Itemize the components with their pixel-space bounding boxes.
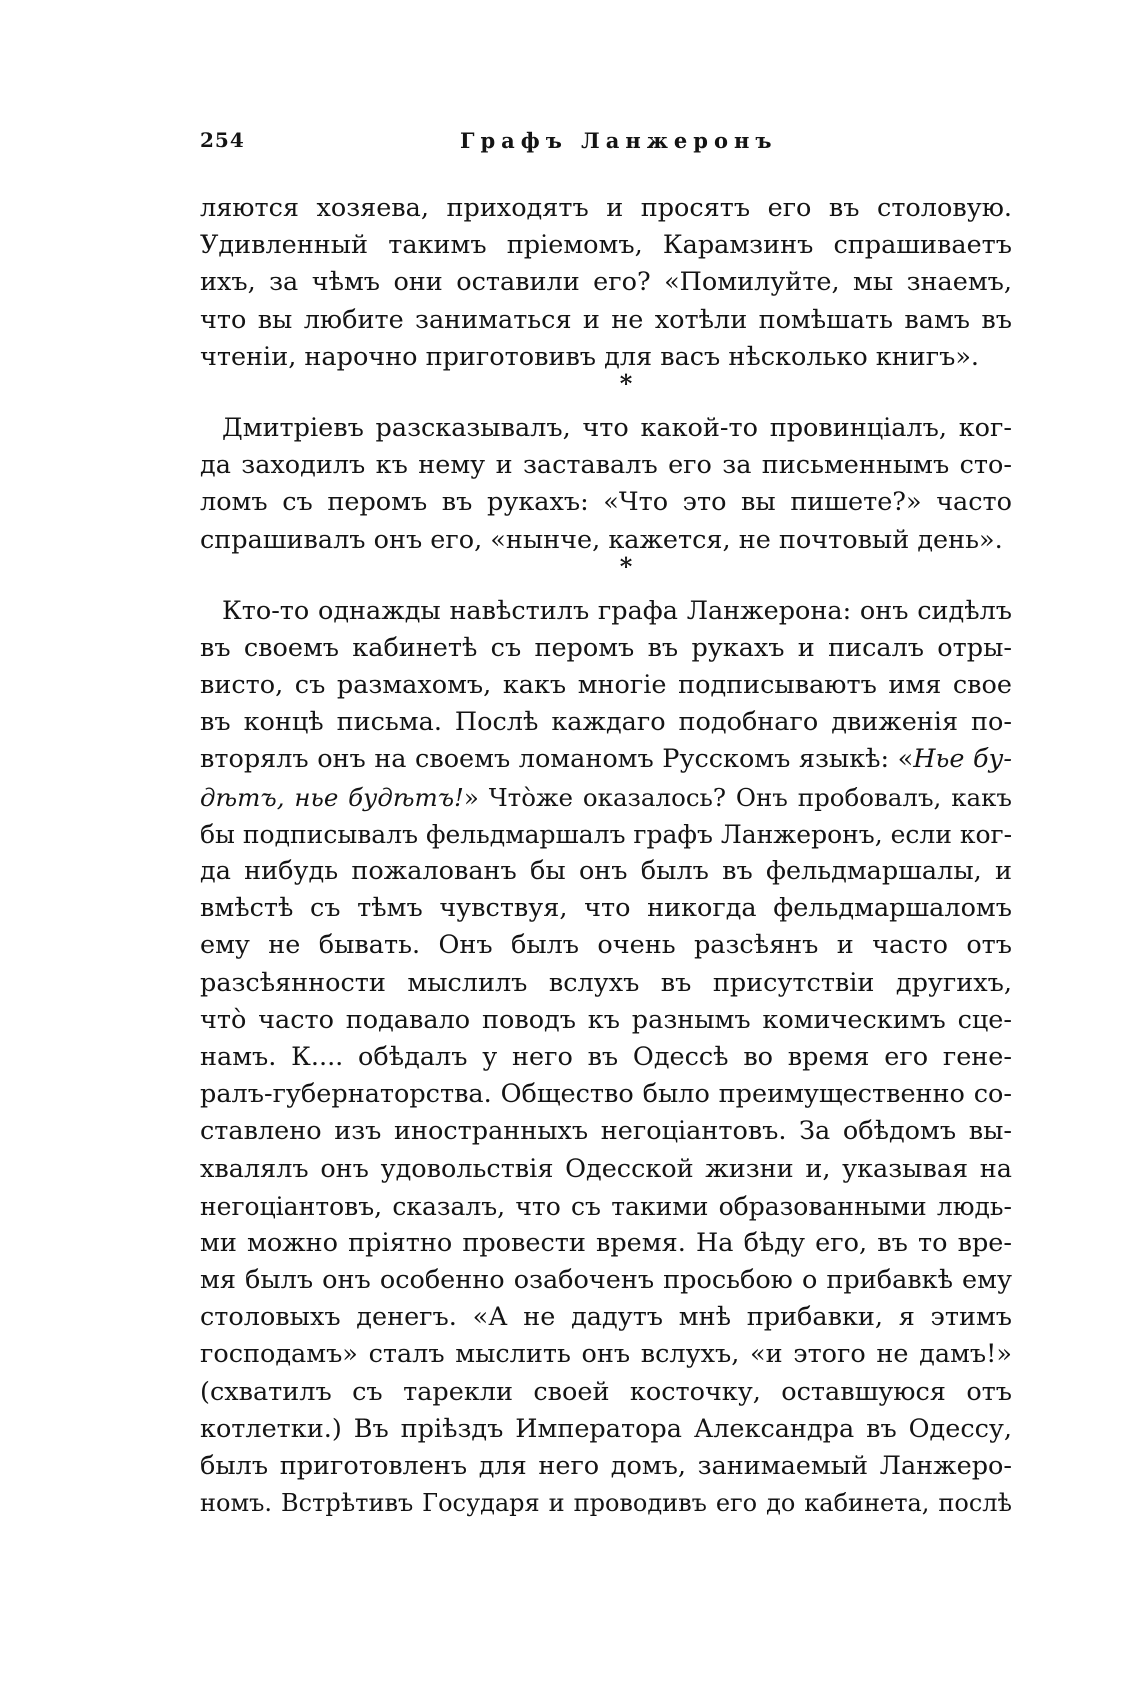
text-line: да заходилъ къ нему и заставалъ его за письменнымъ сто- — [200, 450, 1012, 481]
text-line: былъ приготовленъ для него домъ, занимаемый Ланжеро- — [200, 1451, 1012, 1481]
text-line: негоціантовъ, сказалъ, что съ такими образованными людь- — [200, 1191, 1012, 1221]
text-line: чтò часто подавало поводъ къ разнымъ комическимъ сце- — [200, 1004, 1012, 1035]
running-title: Графъ Ланжеронъ — [460, 128, 778, 153]
text-line: въ концѣ письма. Послѣ каждаго подобнаго движенія по- — [200, 707, 1012, 738]
text-line-with-italic — [200, 741, 1012, 778]
text-line: бы подписывалъ фельдмаршалъ графъ Ланжеронъ, если ког- — [200, 819, 1013, 849]
text-line: что вы любите заниматься и не хотѣли помѣшать вамъ въ — [200, 304, 1012, 335]
text-line: Удивленный такимъ пріемомъ, Карамзинъ спрашиваетъ — [200, 230, 1012, 261]
text-line: ляются хозяева, приходятъ и просятъ его въ столовую. — [200, 193, 1012, 223]
text-line-with-italic — [200, 779, 1012, 816]
text-line: да нибудь пожалованъ бы онъ былъ въ фельдмаршалы, и — [200, 856, 1012, 886]
text-line: хвалялъ онъ удовольствія Одесской жизни и, указывая на — [200, 1153, 1012, 1184]
text-line: ралъ-губернаторства. Общество было преимущественно со- — [200, 1079, 1012, 1110]
text-line: котлетки.) Въ пріѣздъ Императора Александра въ Одессу, — [200, 1413, 1012, 1444]
text-line: намъ. К.... обѣдалъ у него въ Одессѣ во время его гене- — [200, 1041, 1012, 1072]
text-line: ставлено изъ иностранныхъ негоціантовъ. За обѣдомъ вы- — [200, 1116, 1012, 1147]
text-line: висто, съ размахомъ, какъ многіе подписываютъ имя свое — [200, 670, 1012, 701]
text-line: Кто-то однажды навѣстилъ графа Ланжерона: онъ сидѣлъ — [222, 595, 1012, 626]
section-separator: * — [619, 368, 633, 398]
text-line: Дмитріевъ разсказывалъ, что какой-то провинціалъ, ког- — [222, 412, 1012, 443]
text-line: ихъ, за чѣмъ они оставили его? «Помилуйте, мы знаемъ, — [200, 267, 1012, 298]
text-line: номъ. Встрѣтивъ Государя и проводивъ его до кабинета, послѣ — [200, 1489, 1012, 1518]
paragraph-1 — [200, 190, 1012, 376]
body-text — [200, 190, 1012, 1522]
text-line: мя былъ онъ особенно озабоченъ просьбою о прибавкѣ ему — [200, 1265, 1012, 1296]
text-fragment: вторялъ онъ на своемъ ломаномъ Русскомъ языкѣ: « — [200, 744, 914, 775]
section-separator: * — [619, 551, 633, 581]
italic-phrase: Ньe бу- — [913, 744, 1012, 775]
paragraph-2 — [200, 410, 1012, 559]
page-header — [200, 128, 1010, 168]
text-line: чтеніи, нарочно приготовивъ для васъ нѣсколько книгъ». — [200, 341, 980, 372]
text-line: столовыхъ денегъ. «А не дадутъ мнѣ прибавки, я этимъ — [200, 1302, 1012, 1333]
text-line: въ своемъ кабинетѣ съ перомъ въ рукахъ и писалъ отры- — [200, 632, 1012, 663]
text-line: ми можно пріятно провести время. На бѣду его, въ то вре- — [200, 1227, 1012, 1258]
text-line: господамъ» сталъ мыслить онъ вслухъ, «и этого не дамъ!» — [200, 1339, 1012, 1370]
italic-phrase: дѣтъ, ньe будѣтъ! — [200, 782, 464, 812]
text-line: разсѣянности мыслилъ вслухъ въ присутствіи другихъ, — [200, 967, 1012, 998]
text-line: ему не бывать. Онъ былъ очень разсѣянъ и часто отъ — [200, 930, 1012, 961]
text-line: вмѣстѣ съ тѣмъ чувствуя, что никогда фельдмаршаломъ — [200, 893, 1012, 924]
page-number: 254 — [200, 128, 245, 152]
text-line: (схватилъ съ тарекли своей косточку, оставшуюся отъ — [200, 1376, 1012, 1407]
text-line: ломъ съ перомъ въ рукахъ: «Что это вы пишете?» часто — [200, 487, 1012, 518]
text-line: спрашивалъ онъ его, «нынче, кажется, не почтовый день». — [200, 524, 1003, 555]
text-fragment: » Чтòже оказалось? Онъ пробовалъ, какъ — [463, 782, 1013, 812]
paragraph-3 — [200, 593, 1012, 1523]
